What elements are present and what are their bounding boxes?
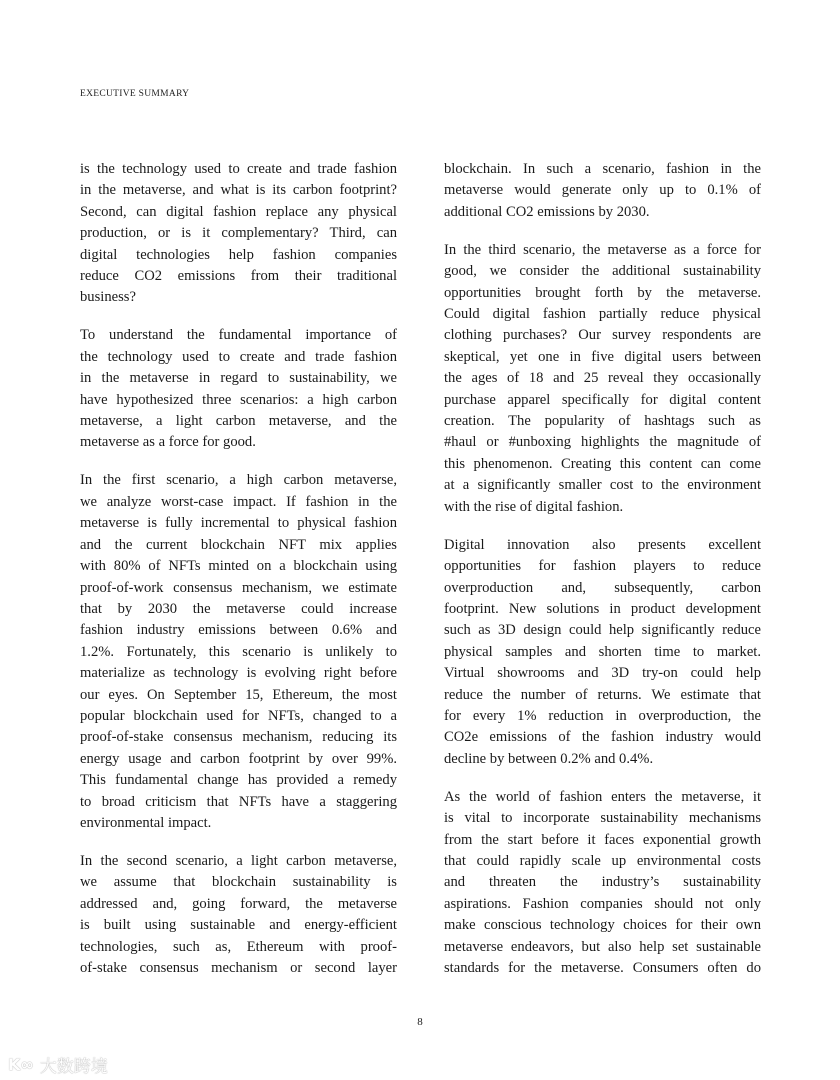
text-line: To understand the fundamental importance of	[80, 327, 397, 344]
text-line: CO2e emissions of the fashion industry would	[444, 729, 761, 746]
text-line: with 80% of NFTs minted on a blockchain using	[80, 558, 397, 575]
text-line: skeptical, yet one in five digital users between	[444, 348, 761, 365]
text-line: materialize as technology is evolving right before	[80, 665, 397, 682]
text-line: In the third scenario, the metaverse as a force for	[444, 241, 761, 258]
section-header: EXECUTIVE SUMMARY	[80, 89, 190, 99]
text-line: metaverse as a force for good.	[80, 434, 256, 451]
paragraph	[444, 787, 761, 980]
text-line: metaverse, a light carbon metaverse, and the	[80, 413, 397, 430]
text-line: clothing purchases? Our survey respondents are	[444, 327, 761, 344]
text-line: our eyes. On September 15, Ethereum, the most	[80, 686, 397, 703]
text-line: the technology used to create and trade fashion	[80, 348, 397, 365]
text-line: good, we consider the additional sustainability	[444, 263, 761, 280]
text-line: reduce the number of returns. We estimate that	[444, 686, 761, 703]
paragraph	[80, 851, 397, 979]
text-line: production, or is it complementary? Third, can	[80, 225, 397, 242]
text-line: 1.2%. Fortunately, this scenario is unlikely to	[80, 643, 397, 660]
text-line: we analyze worst-case impact. If fashion in the	[80, 493, 397, 510]
text-line: to broad criticism that NFTs have a staggering	[80, 793, 397, 810]
text-line: at a significantly smaller cost to the environment	[444, 477, 761, 494]
text-line: digital technologies help fashion companies	[80, 246, 397, 263]
text-line: physical samples and shorten time to market.	[444, 643, 761, 660]
text-line: proof-of-work consensus mechanism, we estimate	[80, 579, 397, 596]
text-line: metaverse is fully incremental to physical fashion	[80, 515, 397, 532]
watermark	[8, 1052, 108, 1077]
text-line: we assume that blockchain sustainability is	[80, 874, 397, 891]
paragraph	[80, 470, 397, 834]
text-line: additional CO2 emissions by 2030.	[444, 203, 650, 220]
right-column	[444, 159, 761, 996]
text-line: in the metaverse in regard to sustainability, we	[80, 370, 397, 387]
text-line: standards for the metaverse. Consumers often do	[444, 960, 761, 976]
text-line: In the first scenario, a high carbon metaverse,	[80, 472, 397, 489]
text-line: is vital to incorporate sustainability mechanisms	[444, 810, 761, 827]
text-line: environmental impact.	[80, 814, 212, 831]
watermark-logo-icon: K∞	[8, 1055, 34, 1074]
text-line: from the start before it faces exponential growth	[444, 831, 761, 848]
text-line: addressed and, going forward, the metaverse	[80, 895, 397, 912]
text-line: for every 1% reduction in overproduction, the	[444, 707, 761, 724]
text-line: in the metaverse, and what is its carbon footprint?	[80, 182, 397, 199]
text-line: purchase apparel specifically for digital content	[444, 391, 761, 408]
text-line: and threaten the industry’s sustainability	[444, 874, 761, 891]
paragraph	[80, 159, 397, 309]
paragraph	[444, 240, 761, 518]
text-line: the ages of 18 and 25 reveal they occasionally	[444, 370, 761, 387]
text-line: with the rise of digital fashion.	[444, 498, 624, 515]
text-line: fashion industry emissions between 0.6% and	[80, 622, 397, 639]
text-line: blockchain. In such a scenario, fashion in the	[444, 161, 761, 177]
text-line: aspirations. Fashion companies should not only	[444, 895, 761, 912]
text-line: business?	[80, 289, 136, 306]
page-number: 8	[417, 1016, 423, 1028]
text-line: of-stake consensus mechanism or second layer	[80, 960, 397, 976]
text-line: footprint. New solutions in product development	[444, 600, 761, 617]
text-line: In the second scenario, a light carbon metaverse,	[80, 852, 397, 869]
text-line: that could rapidly scale up environmental costs	[444, 852, 761, 869]
text-line: Second, can digital fashion replace any physical	[80, 203, 397, 220]
left-column	[80, 159, 397, 996]
text-line: that by 2030 the metaverse could increase	[80, 600, 397, 617]
text-line: energy usage and carbon footprint by over 99%.	[80, 750, 397, 767]
text-line: and the current blockchain NFT mix applies	[80, 536, 397, 553]
paragraph	[80, 325, 397, 453]
watermark-text: 大数跨境	[39, 1057, 108, 1077]
text-line: such as 3D design could help significantly reduce	[444, 622, 761, 639]
text-line: reduce CO2 emissions from their traditional	[80, 268, 397, 285]
text-line: this phenomenon. Creating this content can come	[444, 455, 761, 472]
text-line: metaverse would generate only up to 0.1% of	[444, 182, 761, 199]
paragraph	[444, 159, 761, 223]
text-line: make conscious technology choices for their own	[444, 917, 761, 934]
text-line: decline by between 0.2% and 0.4%.	[444, 750, 654, 767]
text-line: Virtual showrooms and 3D try-on could help	[444, 665, 761, 682]
text-line: creation. The popularity of hashtags such as	[444, 413, 761, 430]
text-line: is built using sustainable and energy-efficient	[80, 917, 397, 934]
text-line: technologies, such as, Ethereum with proof-	[80, 938, 397, 955]
text-line: #haul or #unboxing highlights the magnitude of	[444, 434, 761, 451]
text-line: opportunities brought forth by the metaverse.	[444, 284, 761, 301]
text-line: proof-of-stake consensus mechanism, reducing its	[80, 729, 397, 746]
text-line: popular blockchain used for NFTs, changed to a	[80, 707, 397, 724]
text-line: metaverse endeavors, but also help set sustainable	[444, 938, 761, 955]
text-line: overproduction and, subsequently, carbon	[444, 579, 761, 596]
text-line: Digital innovation also presents excellent	[444, 536, 761, 553]
text-line: opportunities for fashion players to reduce	[444, 558, 761, 575]
paragraph	[444, 535, 761, 770]
text-line: This fundamental change has provided a remedy	[80, 772, 397, 789]
text-line: Could digital fashion partially reduce physical	[444, 306, 761, 323]
text-line: As the world of fashion enters the metaverse, it	[444, 788, 761, 805]
text-line: have hypothesized three scenarios: a high carbon	[80, 391, 397, 408]
text-line: is the technology used to create and trade fashion	[80, 161, 397, 177]
